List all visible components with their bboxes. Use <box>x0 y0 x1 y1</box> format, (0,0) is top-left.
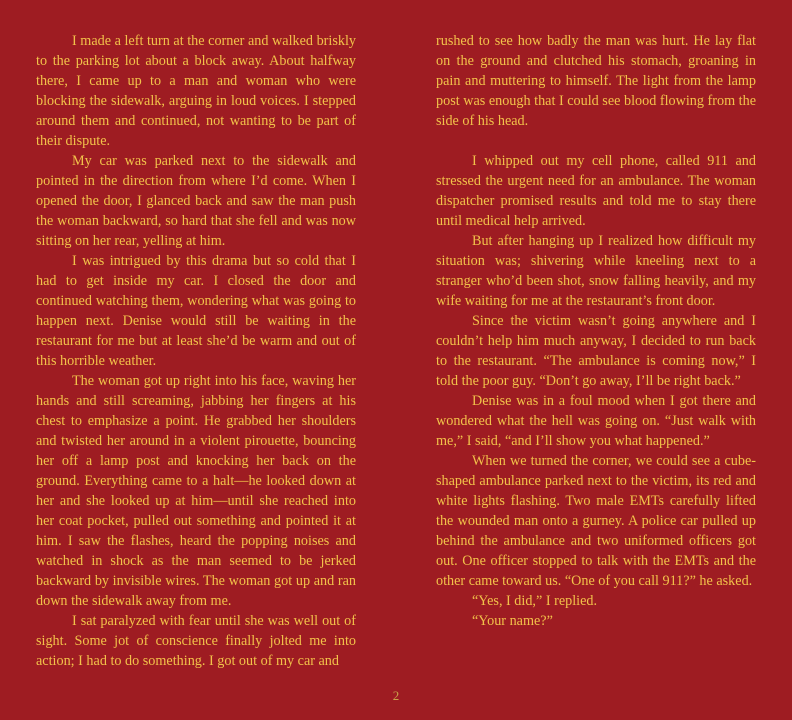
paragraph-continued: rushed to see how badly the man was hurt. He lay flat on the ground and clutched his stomach, groaning in pain and muttering to himself. The light from the lamp post was enough that I could see blood flowing from the side of his head. <box>436 33 756 129</box>
page-number: 2 <box>392 688 400 703</box>
paragraph: When we turned the corner, we could see a cube-shaped ambulance parked next to the victim, its red and white lights flashing. Two male EMTs carefully lifted the wounded man onto a gurney. A police car pulled up behind the ambulance and two uniformed officers got out. One officer stopped to talk with the EMTs and the other came toward us. “One of you call 911?” he asked. <box>436 453 756 589</box>
right-text-column <box>436 31 756 631</box>
left-text-column <box>36 31 356 671</box>
paragraph: Since the victim wasn’t going anywhere and I couldn’t help him much anyway, I decided to run back to the restaurant. “The ambulance is coming now,” I told the poor guy. “Don’t go away, I’ll be right back.” <box>436 313 756 389</box>
dialogue-line: “Your name?” <box>472 613 553 629</box>
paragraph: I was intrigued by this drama but so cold that I had to get inside my car. I closed the door and continued watching them, wondering what was going to happen next. Denise would still be waiting in the restaurant for me but at least she’d be warm and out of this horrible weather. <box>36 253 356 369</box>
paragraph: But after hanging up I realized how difficult my situation was; shivering while kneeling next to a stranger who’d been shot, snow falling heavily, and my wife waiting for me at the restaurant’s front door. <box>436 233 756 309</box>
paragraph: The woman got up right into his face, waving her hands and still screaming, jabbing her fingers at his chest to emphasize a point. He grabbed her shoulders and twisted her around in a violent pirouette, bouncing her off a lamp post and knocking her back on the ground. Everything came to a halt—he looked down at her and she looked up at him—until she reached into her coat pocket, pulled out something and pointed it at him. I saw the flashes, heard the popping noises and watched in shock as the man seemed to be jerked backward by invisible wires. The woman got up and ran down the sidewalk away from me. <box>36 373 356 609</box>
paragraph: Denise was in a foul mood when I got there and wondered what the hell was going on. “Just walk with me,” I said, “and I’ll show you what happened.” <box>436 393 756 449</box>
paragraph: I sat paralyzed with fear until she was well out of sight. Some jot of conscience finally jolted me into action; I had to do something. I got out of my car and <box>36 613 356 669</box>
paragraph: I made a left turn at the corner and walked briskly to the parking lot about a block away. About halfway there, I came up to a man and woman who were blocking the sidewalk, arguing in loud voices. I stepped around them and continued, not wanting to be part of their dispute. <box>36 33 356 149</box>
paragraph: I whipped out my cell phone, called 911 and stressed the urgent need for an ambulance. The woman dispatcher promised results and told me to stay there until medical help arrived. <box>436 153 756 229</box>
paragraph: My car was parked next to the sidewalk and pointed in the direction from where I’d come. When I opened the door, I glanced back and saw the man push the woman backward, so hard that she fell and was now sitting on her rear, yelling at him. <box>36 153 356 249</box>
dialogue-line: “Yes, I did,” I replied. <box>472 593 598 609</box>
